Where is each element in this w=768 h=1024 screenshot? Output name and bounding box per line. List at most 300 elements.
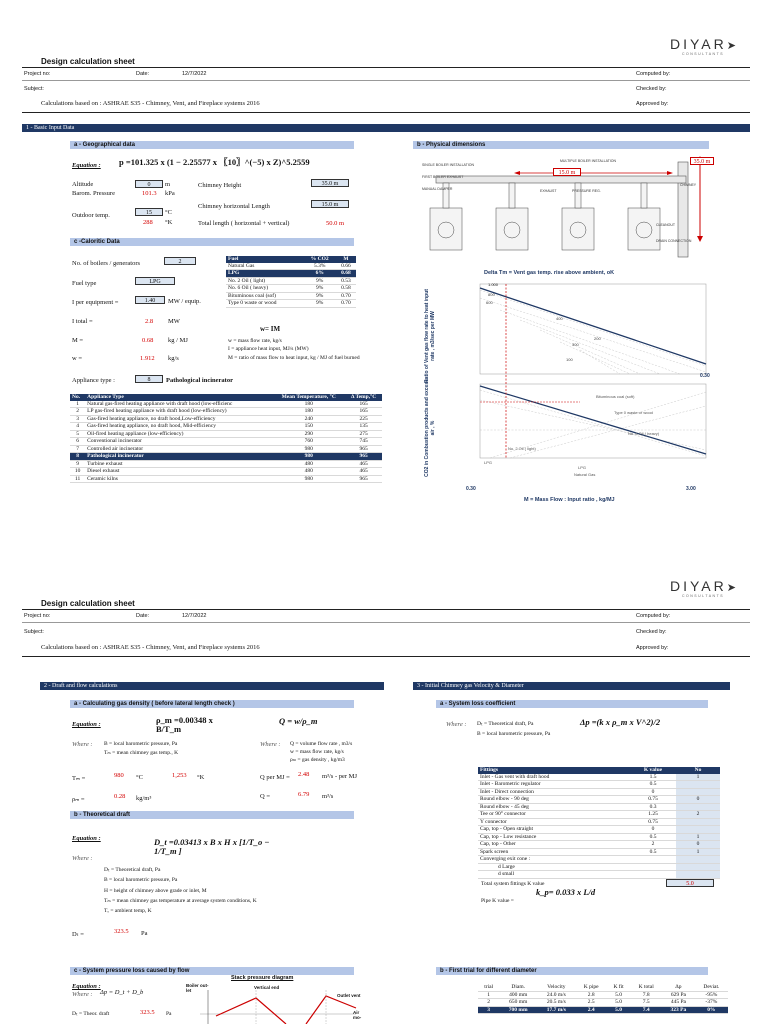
trial-cell: 2.8 bbox=[576, 991, 607, 999]
fittings-total-value: 5.0 bbox=[666, 879, 714, 887]
section-velocity-diameter: 3 - Initial Chimney gas Velocity & Diameter bbox=[413, 682, 730, 690]
appliance-col-header: Appliance Type bbox=[85, 394, 272, 401]
fitting-count-input[interactable] bbox=[676, 818, 720, 826]
chart-ylabel-bottom: CO2 in Combustion products and excess air , % bbox=[424, 379, 436, 477]
curve-label-400: 400 bbox=[556, 316, 563, 321]
appliance-cell: 180 bbox=[272, 401, 345, 408]
height-tag: 35.0 m bbox=[690, 157, 714, 165]
appliance-cell: 980 bbox=[272, 475, 345, 483]
fitting-cell: 1.25 bbox=[630, 811, 676, 819]
density-def-tm: Tₘ = mean chimney gas temp., K bbox=[104, 750, 179, 756]
fuel-cell: 6% bbox=[304, 270, 336, 278]
vent-gas-chart bbox=[460, 280, 710, 470]
eq-label: Equation : bbox=[72, 721, 101, 728]
fuel-label-oil6: No. 6 Oil ( heavy) bbox=[628, 431, 660, 436]
q-value: 6.79 bbox=[298, 791, 310, 798]
fuel-label-wood: Type 0 waste or wood bbox=[614, 410, 653, 415]
subject-label: Subject: bbox=[24, 86, 44, 92]
qmj-unit: m³/s - per MJ bbox=[322, 773, 357, 780]
w-def-2: I = appliance heat input, MJ/s (MW) bbox=[228, 346, 309, 352]
trial-col-header: Δp bbox=[662, 984, 695, 991]
fuel-label-natural-gas: Natural Gas bbox=[574, 472, 596, 477]
trial-cell: 445 Pa bbox=[662, 999, 695, 1007]
appliance-col-header: Mean Temperature, °C bbox=[272, 394, 345, 401]
divider bbox=[22, 80, 750, 81]
total-length-value: 50.0 m bbox=[326, 220, 345, 227]
where-label: Where : bbox=[72, 855, 93, 862]
eq-label: Equation : bbox=[72, 162, 101, 169]
i-equip-input[interactable]: 1.40 bbox=[135, 296, 165, 304]
fitting-cell: d Large bbox=[478, 863, 630, 871]
appliance-cell: 8 bbox=[70, 453, 85, 461]
appliance-cell: 180 bbox=[272, 408, 345, 416]
fuel-row[interactable] bbox=[226, 263, 356, 270]
outdoor-k-unit: °K bbox=[165, 219, 173, 226]
dt-label: Dₜ = bbox=[72, 931, 84, 938]
chart-xlabel: M = Mass Flow : Input ratio , kg/MJ bbox=[524, 497, 615, 503]
fitting-row bbox=[478, 871, 720, 879]
curve-label-100: 100 bbox=[566, 357, 573, 362]
brand-tagline: CONSULTANTS bbox=[682, 52, 725, 56]
trial-cell: 400 mm bbox=[499, 991, 537, 999]
baro-label: Barom. Pressure bbox=[72, 190, 115, 197]
stack-diagram-title: Stack pressure diagram bbox=[231, 975, 294, 981]
qmj-value: 2.48 bbox=[298, 771, 310, 778]
fitting-count-input[interactable]: 0 bbox=[676, 841, 720, 849]
i-total-value: 2.8 bbox=[145, 318, 154, 325]
trial-cell: 650 mm bbox=[499, 999, 537, 1007]
outdoor-label: Outdoor temp. bbox=[72, 212, 110, 219]
stack-pressure-diagram bbox=[196, 980, 366, 1024]
appliance-cell: 480 bbox=[272, 460, 345, 468]
trial-col-header: Velocity bbox=[537, 984, 576, 991]
appliance-cell: 5 bbox=[70, 430, 85, 438]
fitting-cell bbox=[630, 863, 676, 871]
computed-label: Computed by: bbox=[636, 71, 671, 77]
fuel-col-header: % CO2 bbox=[304, 256, 336, 263]
coef-def-dt: Dₜ = Theoretical draft, Pa bbox=[477, 721, 534, 727]
subject-label: Subject: bbox=[24, 629, 44, 635]
altitude-label: Altitude bbox=[72, 181, 94, 188]
appliance-row[interactable] bbox=[70, 453, 382, 461]
section-basic-input: 1 - Basic Input Data bbox=[22, 124, 750, 132]
baro-unit: kPa bbox=[165, 190, 175, 197]
appliance-cell: 290 bbox=[272, 430, 345, 438]
appliance-col-header: No. bbox=[70, 394, 85, 401]
appliance-cell: 165 bbox=[345, 408, 382, 416]
fittings-total-label: Total system fittings K value bbox=[481, 881, 545, 887]
fitting-cell: Y connector bbox=[478, 818, 630, 826]
trial-cell: 2 bbox=[478, 999, 499, 1007]
where-label-2: Where : bbox=[260, 741, 281, 748]
fittings-col-header: No bbox=[676, 767, 720, 774]
note-drain: DRAIN CONNECTION bbox=[656, 239, 692, 243]
fuel-row[interactable] bbox=[226, 277, 356, 285]
arrow-icon: ➤ bbox=[726, 40, 739, 52]
fitting-cell: Inlet - Direct connection bbox=[478, 788, 630, 796]
loss-header: c - System pressure loss caused by flow bbox=[70, 967, 354, 975]
chimney-height-label: Chimney Height bbox=[198, 182, 242, 189]
trial-col-header: K total bbox=[630, 984, 662, 991]
fitting-row bbox=[478, 796, 720, 804]
divider bbox=[22, 609, 750, 610]
fuel-cell: 5.3% bbox=[304, 263, 336, 270]
altitude-unit: m bbox=[165, 181, 171, 188]
i-equip-label: I per equipment = bbox=[72, 299, 119, 306]
draft-def-b: B = local barometric pressure, Pa bbox=[104, 877, 178, 883]
appliance-cell: 9 bbox=[70, 460, 85, 468]
fitting-row bbox=[478, 774, 720, 781]
appliance-cell: 980 bbox=[272, 453, 345, 461]
trial-row[interactable] bbox=[478, 999, 728, 1007]
divider bbox=[22, 112, 750, 113]
note-exhaust: EXHAUST bbox=[540, 189, 557, 193]
appliance-row[interactable] bbox=[70, 475, 382, 483]
fitting-cell: Inlet - Barometric regulator bbox=[478, 781, 630, 789]
appliance-cell: Turbine exhaust bbox=[85, 460, 272, 468]
approved-label: Approved by: bbox=[636, 101, 669, 107]
altitude-input[interactable]: 0 bbox=[135, 180, 163, 188]
trial-cell: 700 mm bbox=[499, 1006, 537, 1014]
w-def-1: w = mass flow rate, kg/s bbox=[228, 338, 282, 344]
appliance-row[interactable] bbox=[70, 401, 382, 408]
fitting-cell: Tee or 90° connector bbox=[478, 811, 630, 819]
x-right-tick: 0.30 bbox=[700, 373, 710, 379]
fitting-cell: Cap, top - Other bbox=[478, 841, 630, 849]
trial-col-header: K pipe bbox=[576, 984, 607, 991]
fitting-count-input[interactable]: 1 bbox=[676, 774, 720, 781]
loss-dt-label: Dₜ = Theor. draft bbox=[72, 1011, 110, 1017]
flow-def-rho: ρₘ = gas density , kg/m3 bbox=[290, 757, 345, 763]
trial-cell: 24.0 m/s bbox=[537, 991, 576, 999]
sheet-title: Design calculation sheet bbox=[41, 599, 135, 608]
fitting-count-input[interactable]: 0 bbox=[676, 796, 720, 804]
trial-row[interactable] bbox=[478, 991, 728, 999]
fitting-count-input[interactable] bbox=[676, 871, 720, 879]
top-tick: 1.000 bbox=[488, 282, 499, 287]
brand-logo bbox=[670, 578, 739, 594]
appliance-cell: 480 bbox=[272, 468, 345, 476]
fuel-cell: No. 2 Oil ( light) bbox=[226, 277, 304, 285]
w-def-3: M = ratio of mass flow to heat input, kg / MJ of fuel burned bbox=[228, 355, 360, 361]
fitting-row bbox=[478, 848, 720, 856]
appliance-row[interactable] bbox=[70, 460, 382, 468]
i-equip-unit: MW / equip. bbox=[168, 298, 201, 305]
brand-tagline: CONSULTANTS bbox=[682, 594, 725, 598]
draft-equation: D_t =0.03413 x B x H x [1/T_o − 1/T_m ] bbox=[154, 837, 270, 856]
note-damper: MANUAL DAMPER bbox=[422, 187, 453, 191]
fuel-cell: Bituminous coal (sof) bbox=[226, 292, 304, 300]
i-total-unit: MW bbox=[168, 318, 180, 325]
outdoor-temp-input[interactable]: 15 bbox=[135, 208, 163, 216]
appliance-cell: 465 bbox=[345, 468, 382, 476]
appliance-cell: 275 bbox=[345, 430, 382, 438]
appliance-cell: 11 bbox=[70, 475, 85, 483]
trial-col-header: Diam. bbox=[499, 984, 537, 991]
appliance-cell: 135 bbox=[345, 423, 382, 431]
fitting-cell: 0.75 bbox=[630, 818, 676, 826]
eq-label: Equation : bbox=[72, 835, 101, 842]
trial-col-header: K fit bbox=[607, 984, 631, 991]
appliance-cell: 965 bbox=[345, 445, 382, 453]
trial-cell: 5.0 bbox=[607, 999, 631, 1007]
trial-cell: 3 bbox=[478, 1006, 499, 1014]
appliance-cell: Oil-fired heating appliance (low-efficiency) bbox=[85, 430, 272, 438]
i-total-label: I total = bbox=[72, 318, 93, 325]
fuel-type-select[interactable]: LPG bbox=[135, 277, 175, 285]
appliance-cell: 240 bbox=[272, 415, 345, 423]
fuel-cell: Type 0 waste or wood bbox=[226, 300, 304, 308]
fitting-cell bbox=[630, 856, 676, 864]
appliance-cell: 465 bbox=[345, 460, 382, 468]
trial-cell: 5.0 bbox=[607, 1006, 631, 1014]
physical-header: b - Physical dimensions bbox=[413, 141, 709, 149]
pipe-k-equation: k_p= 0.033 x L/d bbox=[536, 887, 596, 897]
trial-cell: 2.4 bbox=[576, 1006, 607, 1014]
curve-label-800: 800 bbox=[488, 292, 495, 297]
calc-basis: Calculations based on : ASHRAE S35 - Chimney, Vent, and Fireplace systems 2016 bbox=[41, 100, 260, 107]
fuel-cell: 0.66 bbox=[336, 263, 356, 270]
pressure-equation: p =101.325 x (1 − 2.25577 x 〖10〗^(−5) x Z)^5.2559 bbox=[119, 157, 310, 167]
fitting-count-input[interactable] bbox=[676, 803, 720, 811]
fuel-label-lpg-2: LPG bbox=[578, 465, 587, 470]
fitting-count-input[interactable]: 2 bbox=[676, 811, 720, 819]
fuel-cell: 9% bbox=[304, 285, 336, 293]
fitting-count-input[interactable] bbox=[676, 781, 720, 789]
appliance-row[interactable] bbox=[70, 408, 382, 416]
fitting-cell: Cap, top - Open straight bbox=[478, 826, 630, 834]
fitting-cell: Round elbow - 90 deg bbox=[478, 796, 630, 804]
fitting-cell bbox=[630, 871, 676, 879]
tm-label: Tₘ = bbox=[72, 775, 86, 782]
brand-logo bbox=[670, 36, 739, 52]
density-equation: ρ_m =0.00348 x B/T_m bbox=[156, 715, 213, 734]
trial-cell: 5.0 bbox=[607, 991, 631, 999]
trial-cell: 17.7 m/s bbox=[537, 1006, 576, 1014]
w-label: w = bbox=[72, 355, 82, 362]
fuel-cell: 0.58 bbox=[336, 285, 356, 293]
loss-equation: Δp = D_t + D_b bbox=[100, 989, 144, 996]
fitting-row bbox=[478, 781, 720, 789]
tm-c-unit: °C bbox=[136, 774, 143, 781]
fuel-cell: 9% bbox=[304, 292, 336, 300]
fuel-label-lpg: LPG bbox=[484, 460, 493, 465]
loss-dt-value: 323.5 bbox=[140, 1009, 155, 1016]
appliance-row[interactable] bbox=[70, 438, 382, 446]
draft-def-dt: Dₜ = Theoretical draft, Pa bbox=[104, 867, 161, 873]
appliance-cell: 980 bbox=[272, 445, 345, 453]
appliance-row[interactable] bbox=[70, 415, 382, 423]
trial-cell: 0% bbox=[695, 1006, 728, 1014]
w-unit: kg/s bbox=[168, 355, 179, 362]
fuel-cell: No. 6 Oil ( heavy) bbox=[226, 285, 304, 293]
appliance-cell: 965 bbox=[345, 475, 382, 483]
fuel-row[interactable] bbox=[226, 292, 356, 300]
geo-header: a - Geographical data bbox=[70, 141, 354, 149]
tm-k-unit: °K bbox=[197, 774, 205, 781]
trial-cell: 2.5 bbox=[576, 999, 607, 1007]
appliance-type-label: Appliance type : bbox=[72, 377, 115, 384]
divider bbox=[22, 67, 750, 68]
trial-col-header: Deviat. bbox=[695, 984, 728, 991]
boilers-label: No. of boilers / generators bbox=[72, 260, 141, 267]
note-multiple: MULTIPLE BOILER INSTALLATION bbox=[560, 159, 617, 163]
curve-label-200: 200 bbox=[594, 336, 601, 341]
fitting-row bbox=[478, 833, 720, 841]
appliance-cell: 760 bbox=[272, 438, 345, 446]
w-value: 1.912 bbox=[140, 355, 155, 362]
note-pressure: PRESSURE REG. bbox=[572, 189, 601, 193]
trial-cell: 20.5 m/s bbox=[537, 999, 576, 1007]
appliance-cell: 4 bbox=[70, 423, 85, 431]
rho-label: ρₘ = bbox=[72, 796, 85, 803]
note-chimney: CHIMNEY bbox=[680, 183, 697, 187]
fitting-count-input[interactable] bbox=[676, 788, 720, 796]
qmj-label: Q per MJ = bbox=[260, 774, 290, 781]
fitting-count-input[interactable]: 1 bbox=[676, 833, 720, 841]
fuel-cell: Natural Gas bbox=[226, 263, 304, 270]
appliance-col-header: Δ Temp,°C bbox=[345, 394, 382, 401]
trial-row[interactable] bbox=[478, 1006, 728, 1014]
fitting-row bbox=[478, 863, 720, 871]
rho-value: 0.28 bbox=[114, 793, 126, 800]
draft-def-tm: Tₘ = mean chimney gas temperature at average system conditions, K bbox=[104, 898, 257, 904]
appliance-cell: 6 bbox=[70, 438, 85, 446]
sheet-page-2 bbox=[0, 575, 768, 1024]
arrow-icon: ➤ bbox=[726, 582, 739, 594]
fitting-count-input[interactable]: 1 bbox=[676, 848, 720, 856]
curve-label-600: 600 bbox=[486, 300, 493, 305]
fitting-row bbox=[478, 841, 720, 849]
checked-label: Checked by: bbox=[636, 86, 667, 92]
trial-cell: 7.8 bbox=[630, 991, 662, 999]
chimney-height-input[interactable]: 35.0 m bbox=[311, 179, 349, 187]
fuel-row[interactable] bbox=[226, 270, 356, 278]
fitting-count-input[interactable] bbox=[676, 826, 720, 834]
coef-equation: Δp =(k x ρ_m x V^2)/2 bbox=[580, 717, 661, 727]
pipe-k-label: Pipe K value = bbox=[481, 898, 514, 904]
appliance-cell: Gas-fired heating appliance, no draft hood,Low-efficiency bbox=[85, 415, 272, 423]
brand-name: DIYAR bbox=[670, 578, 727, 594]
fitting-cell: 0.5 bbox=[630, 833, 676, 841]
fitting-cell: 0 bbox=[630, 826, 676, 834]
flow-def-q: Q = volume flow rate , m3/s bbox=[290, 741, 353, 747]
loss-dt-unit: Pa bbox=[166, 1011, 172, 1017]
flow-equation: Q = w/ρ_m bbox=[279, 716, 318, 726]
fuel-col-header: Fuel bbox=[226, 256, 304, 263]
fuel-cell: 0.70 bbox=[336, 292, 356, 300]
baro-value: 101.3 bbox=[142, 190, 157, 197]
draft-def-to: Tₒ = ambient temp, K bbox=[104, 908, 152, 914]
fuel-cell: 9% bbox=[304, 300, 336, 308]
approved-label: Approved by: bbox=[636, 645, 669, 651]
coef-header: a - System loss coefficient bbox=[436, 700, 708, 708]
computed-label: Computed by: bbox=[636, 613, 671, 619]
trial-table bbox=[478, 984, 728, 1014]
where-label: Where : bbox=[446, 721, 467, 728]
note-single: SINGLE BOILER INSTALLATION bbox=[422, 163, 474, 167]
density-header: a - Calculating gas density ( before lateral length check ) bbox=[70, 700, 354, 708]
appliance-cell: 225 bbox=[345, 415, 382, 423]
fuel-label-bituminous: Bituminous coal (soft) bbox=[596, 394, 635, 399]
date-value: 12/7/2022 bbox=[182, 613, 207, 619]
diagram-label-air: Air mo- bbox=[353, 1010, 362, 1020]
appliance-cell: 3 bbox=[70, 415, 85, 423]
fitting-cell: Cap, top - Low resistance bbox=[478, 833, 630, 841]
project-label: Project no: bbox=[24, 613, 51, 619]
fuel-row[interactable] bbox=[226, 285, 356, 293]
appliance-row[interactable] bbox=[70, 423, 382, 431]
fitting-row bbox=[478, 856, 720, 864]
chart-title: Delta Tm = Vent gas temp. rise above ambient, oK bbox=[484, 270, 615, 276]
x-min-tick: 0.30 bbox=[466, 486, 476, 492]
trial-cell: 7.4 bbox=[630, 1006, 662, 1014]
fuel-table bbox=[226, 256, 356, 308]
appliance-row[interactable] bbox=[70, 445, 382, 453]
tm-k-value: 1,253 bbox=[172, 772, 187, 779]
density-def-b: B = local barometric pressure, Pa bbox=[104, 741, 178, 747]
fitting-row bbox=[478, 811, 720, 819]
fitting-cell: 2 bbox=[630, 841, 676, 849]
date-label: Date: bbox=[136, 71, 150, 77]
fuel-cell: 0.53 bbox=[336, 277, 356, 285]
chimney-length-input[interactable]: 15.0 m bbox=[311, 200, 349, 208]
appliance-type-input[interactable]: 8 bbox=[135, 375, 163, 383]
appliance-cell: 150 bbox=[272, 423, 345, 431]
note-cleanout: CLEANOUT bbox=[656, 223, 676, 227]
trial-cell: -95% bbox=[695, 991, 728, 999]
appliance-row[interactable] bbox=[70, 468, 382, 476]
chimney-length-label: Chimney horizontal Length bbox=[198, 203, 270, 210]
trial-cell: 323 Pa bbox=[662, 1006, 695, 1014]
appliance-cell: Pathological incinerator bbox=[85, 453, 272, 461]
fitting-row bbox=[478, 826, 720, 834]
appliance-cell: Conventional incinerator bbox=[85, 438, 272, 446]
project-label: Project no: bbox=[24, 71, 51, 77]
appliance-cell: 7 bbox=[70, 445, 85, 453]
fittings-col-header: Fittings bbox=[478, 767, 630, 774]
diagram-label-vertical: Vertical end bbox=[254, 985, 280, 990]
fitting-cell: Converging exit cone : bbox=[478, 856, 630, 864]
fitting-cell: 1.5 bbox=[630, 774, 676, 781]
boilers-input[interactable]: 2 bbox=[164, 257, 196, 265]
fitting-cell: d small bbox=[478, 871, 630, 879]
appliance-cell: 2 bbox=[70, 408, 85, 416]
fuel-row[interactable] bbox=[226, 300, 356, 308]
date-value: 12/7/2022 bbox=[182, 71, 207, 77]
fitting-cell: 0.5 bbox=[630, 848, 676, 856]
appliance-cell: Natural gas-fired heating appliance with draft hood (low-efficienc bbox=[85, 401, 272, 408]
fuel-cell: 0.70 bbox=[336, 300, 356, 308]
fuel-col-header: M bbox=[336, 256, 356, 263]
fitting-cell: Inlet - Gas vent with draft hood bbox=[478, 774, 630, 781]
where-label: Where : bbox=[72, 991, 93, 998]
sheet-title: Design calculation sheet bbox=[41, 57, 135, 66]
fitting-count-input[interactable] bbox=[676, 856, 720, 864]
date-label: Date: bbox=[136, 613, 150, 619]
calc-basis: Calculations based on : ASHRAE S35 - Chimney, Vent, and Fireplace systems 2016 bbox=[41, 644, 260, 651]
m-label: M = bbox=[72, 337, 84, 344]
appliance-cell: 10 bbox=[70, 468, 85, 476]
fitting-count-input[interactable] bbox=[676, 863, 720, 871]
fuel-cell: 9% bbox=[304, 277, 336, 285]
appliance-row[interactable] bbox=[70, 430, 382, 438]
rho-unit: kg/m³ bbox=[136, 795, 152, 802]
flow-def-w: w = mass flow rate, kg/s bbox=[290, 749, 344, 755]
outdoor-c-unit: °C bbox=[165, 209, 172, 216]
x-max-tick: 3.00 bbox=[686, 486, 696, 492]
outdoor-k-value: 288 bbox=[143, 219, 153, 226]
